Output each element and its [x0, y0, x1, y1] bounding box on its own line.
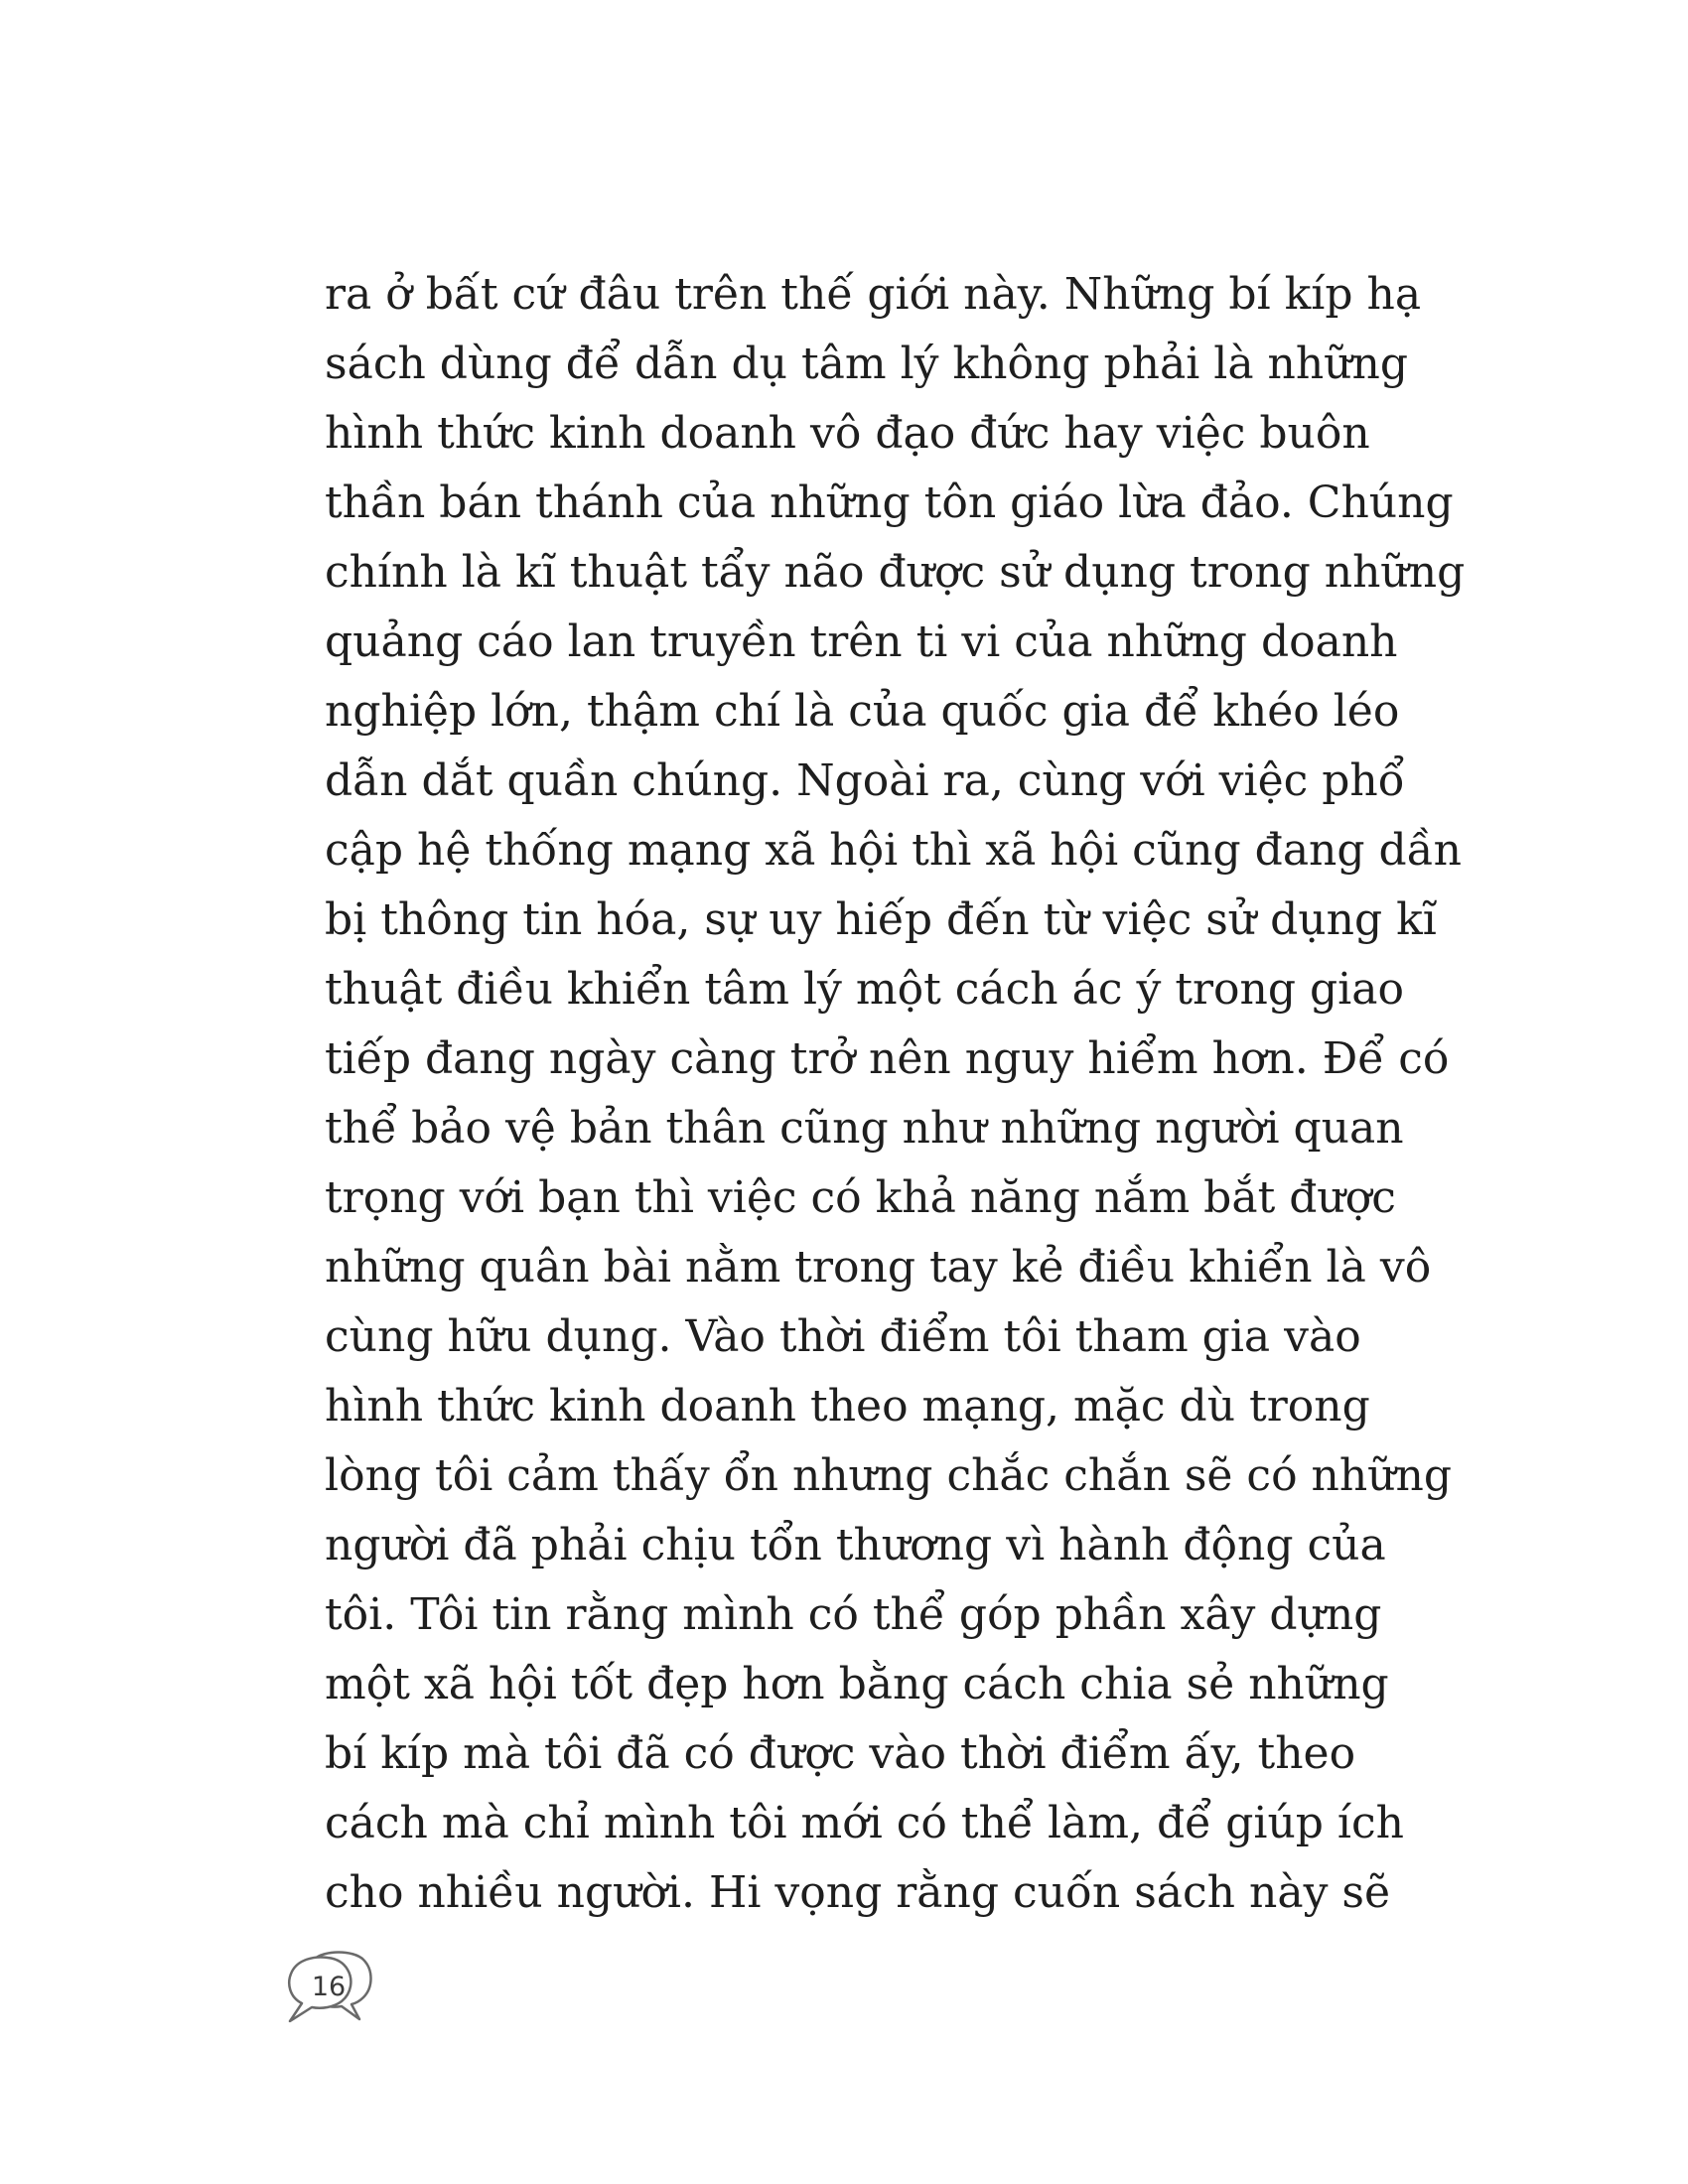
- text-line: cùng hữu dụng. Vào thời điểm tôi tham gia vào: [325, 1311, 1361, 1362]
- text-line: trọng với bạn thì việc có khả năng nắm bắt được: [325, 1172, 1396, 1223]
- text-line: bí kíp mà tôi đã có được vào thời điểm ấy, theo: [325, 1728, 1356, 1779]
- text-line: tiếp đang ngày càng trở nên nguy hiểm hơn. Để có: [325, 1033, 1450, 1084]
- text-line: ra ở bất cứ đâu trên thế giới này. Những bí kíp hạ: [325, 269, 1422, 320]
- text-line: lòng tôi cảm thấy ổn nhưng chắc chắn sẽ có những: [325, 1450, 1453, 1501]
- text-line: dẫn dắt quần chúng. Ngoài ra, cùng với việc phổ: [325, 755, 1405, 806]
- text-line: cho nhiều người. Hi vọng rằng cuốn sách này sẽ: [325, 1867, 1391, 1918]
- text-line: cập hệ thống mạng xã hội thì xã hội cũng đang dần: [325, 825, 1463, 876]
- page-footer: [280, 1946, 379, 2035]
- text-line: bị thông tin hóa, sự uy hiếp đến từ việc sử dụng kĩ: [325, 894, 1437, 945]
- text-line: thuật điều khiển tâm lý một cách ác ý trong giao: [325, 964, 1404, 1015]
- text-line: tôi. Tôi tin rằng mình có thể góp phần xây dựng: [325, 1589, 1382, 1640]
- text-line: nghiệp lớn, thậm chí là của quốc gia để khéo léo: [325, 686, 1400, 737]
- text-line: quảng cáo lan truyền trên ti vi của những doanh: [325, 616, 1398, 667]
- text-line: thể bảo vệ bản thân cũng như những người quan: [325, 1103, 1404, 1154]
- body-paragraph: [325, 260, 1466, 1928]
- text-line: những quân bài nằm trong tay kẻ điều khiển là vô: [325, 1242, 1432, 1293]
- text-line: hình thức kinh doanh vô đạo đức hay việc buôn: [325, 408, 1370, 459]
- text-line: thần bán thánh của những tôn giáo lừa đảo. Chúng: [325, 478, 1454, 528]
- text-line: sách dùng để dẫn dụ tâm lý không phải là những: [325, 339, 1409, 389]
- text-line: người đã phải chịu tổn thương vì hành động của: [325, 1520, 1386, 1570]
- text-line: cách mà chỉ mình tôi mới có thể làm, để giúp ích: [325, 1798, 1404, 1848]
- text-line: chính là kĩ thuật tẩy não được sử dụng trong những: [325, 547, 1466, 598]
- text-line: hình thức kinh doanh theo mạng, mặc dù trong: [325, 1381, 1370, 1432]
- text-line: một xã hội tốt đẹp hơn bằng cách chia sẻ những: [325, 1659, 1389, 1709]
- page-number: 16: [311, 1972, 347, 2002]
